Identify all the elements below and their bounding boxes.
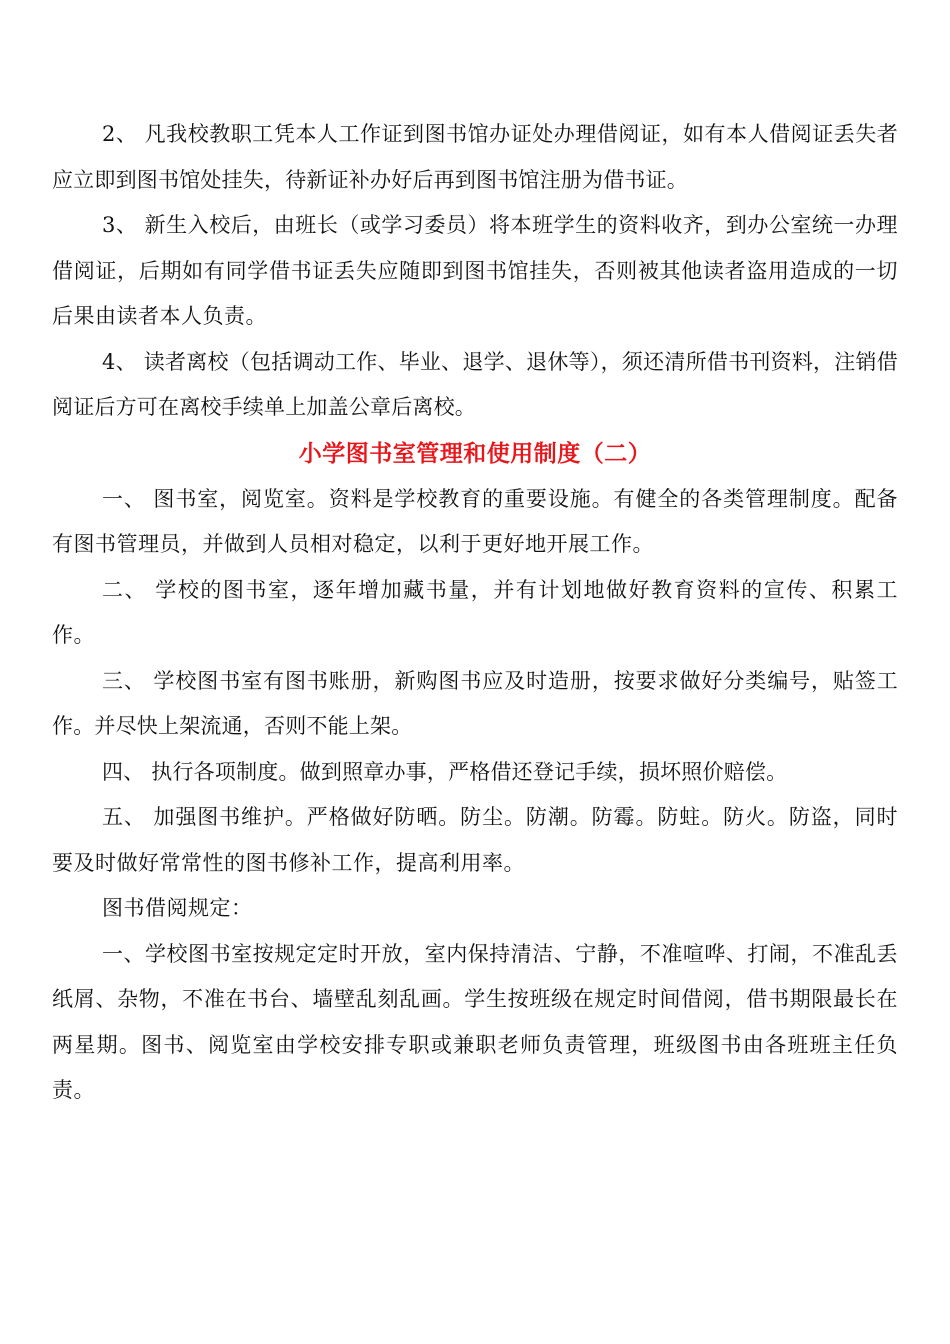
section-title: 小学图书室管理和使用制度（二） xyxy=(298,439,652,467)
paragraph-rule-3: 3、 新生入校后，由班长（或学习委员）将本班学生的资料收齐，到办公室统一办理借阅证，后期如有同学借书证丢失应随即到图书馆挂失，否则被其他读者盗用造成的一切后果由读者本人负责。 xyxy=(52,213,898,328)
paragraph-section-2: 二、 学校的图书室，逐年增加藏书量，并有计划地做好教育资料的宣传、积累工作。 xyxy=(52,577,898,647)
paragraph-rule-2: 2、 凡我校教职工凭本人工作证到图书馆办证处办理借阅证，如有本人借阅证丢失者应立即到图书馆处挂失，待新证补办好后再到图书馆注册为借书证。 xyxy=(52,122,898,192)
paragraph-section-1: 一、 图书室，阅览室。资料是学校教育的重要设施。有健全的各类管理制度。配备有图书管理员，并做到人员相对稳定，以利于更好地开展工作。 xyxy=(52,486,898,556)
paragraph-section-3: 三、 学校图书室有图书账册，新购图书应及时造册，按要求做好分类编号，贴签工作。并尽快上架流通，否则不能上架。 xyxy=(52,668,898,738)
paragraph-section-5: 五、 加强图书维护。严格做好防晒。防尘。防潮。防霉。防蛀。防火。防盗，同时要及时做好常常性的图书修补工作，提高利用率。 xyxy=(52,805,898,875)
paragraph-section-4: 四、 执行各项制度。做到照章办事，严格借还登记手续，损坏照价赔偿。 xyxy=(102,759,788,784)
borrowing-rules-heading: 图书借阅规定： xyxy=(102,896,253,920)
document-page xyxy=(52,112,898,1114)
paragraph-rule-4: 4、 读者离校（包括调动工作、毕业、退学、退休等），须还清所借书刊资料，注销借阅证后方可在离校手续单上加盖公章后离校。 xyxy=(52,349,898,419)
paragraph-borrowing-rule-1: 一、学校图书室按规定定时开放，室内保持清洁、宁静，不准喧哗、打闹，不准乱丢纸屑、杂物，不准在书台、墙壁乱刻乱画。学生按班级在规定时间借阅，借书期限最长在两星期。图书、阅览室由学校安排专职或兼职老师负责管理，班级图书由各班班主任负责。 xyxy=(52,941,898,1102)
